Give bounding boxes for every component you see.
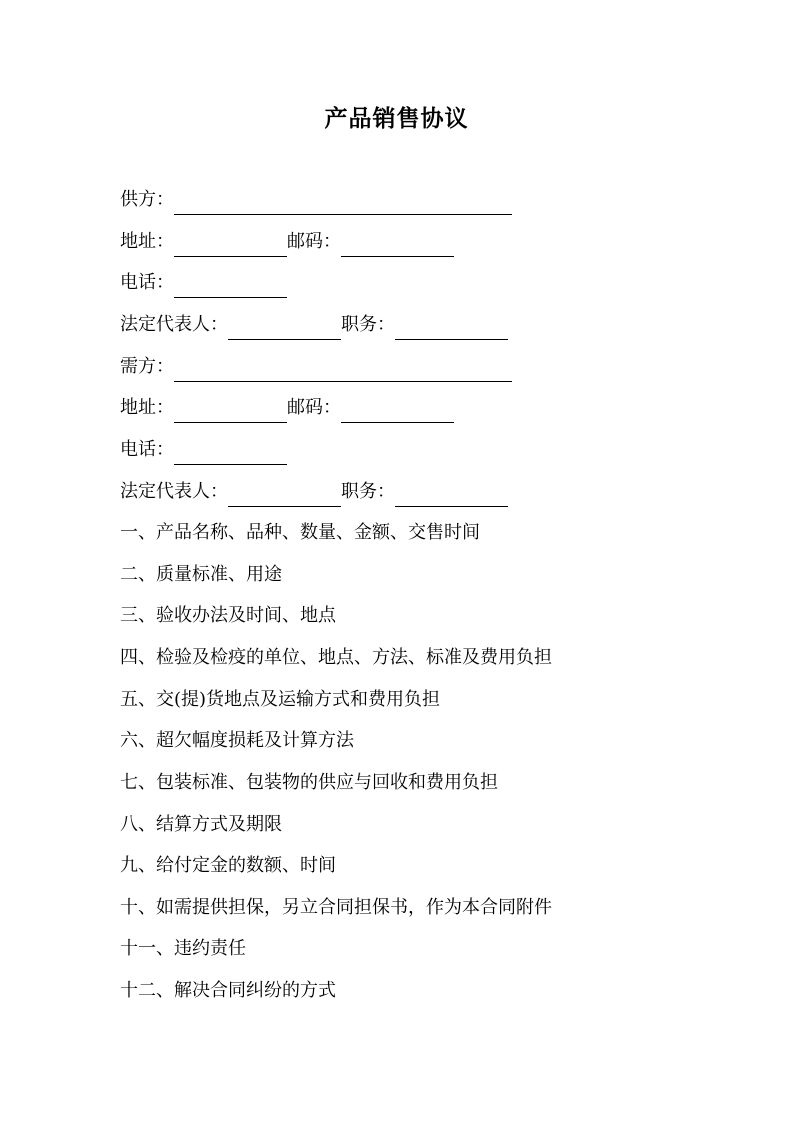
clause-item: 二、质量标准、用途 bbox=[120, 564, 282, 585]
supplier-line bbox=[120, 185, 512, 215]
clause-item: 三、验收办法及时间、地点 bbox=[120, 605, 336, 626]
clause-item: 七、包装标准、包装物的供应与回收和费用负担 bbox=[120, 772, 498, 793]
buyer-postcode-label: 邮码： bbox=[287, 397, 341, 418]
clause-item: 一、产品名称、品种、数量、金额、交售时间 bbox=[120, 522, 480, 543]
clause-item: 十一、违约责任 bbox=[120, 938, 246, 959]
supplier-phone-label: 电话： bbox=[120, 272, 174, 293]
buyer-label: 需方： bbox=[120, 356, 174, 377]
buyer-position-label: 职务： bbox=[341, 481, 395, 502]
supplier-address-line bbox=[120, 227, 454, 257]
supplier-name-field[interactable] bbox=[174, 192, 512, 215]
buyer-rep-line bbox=[120, 477, 508, 507]
buyer-phone-label: 电话： bbox=[120, 439, 174, 460]
clause-item: 五、交(提)货地点及运输方式和费用负担 bbox=[120, 689, 441, 710]
buyer-phone-field[interactable] bbox=[174, 442, 287, 465]
supplier-position-label: 职务： bbox=[341, 314, 395, 335]
supplier-postcode-label: 邮码： bbox=[287, 231, 341, 252]
buyer-rep-label: 法定代表人： bbox=[120, 481, 228, 502]
supplier-address-label: 地址： bbox=[120, 231, 174, 252]
buyer-phone-line bbox=[120, 435, 287, 465]
supplier-phone-line bbox=[120, 268, 287, 298]
buyer-line bbox=[120, 352, 512, 382]
clause-item: 九、给付定金的数额、时间 bbox=[120, 855, 336, 876]
buyer-address-field[interactable] bbox=[174, 400, 287, 423]
clause-item: 十二、解决合同纠纷的方式 bbox=[120, 980, 336, 1001]
supplier-rep-line bbox=[120, 310, 508, 340]
clause-item: 十、如需提供担保，另立合同担保书，作为本合同附件 bbox=[120, 897, 552, 918]
buyer-address-line bbox=[120, 393, 454, 423]
supplier-address-field[interactable] bbox=[174, 234, 287, 257]
clause-item: 六、超欠幅度损耗及计算方法 bbox=[120, 730, 354, 751]
clause-item: 四、检验及检疫的单位、地点、方法、标准及费用负担 bbox=[120, 647, 552, 668]
buyer-address-label: 地址： bbox=[120, 397, 174, 418]
supplier-label: 供方： bbox=[120, 189, 174, 210]
document-title: 产品销售协议 bbox=[324, 106, 469, 132]
clause-item: 八、结算方式及期限 bbox=[120, 814, 282, 835]
buyer-postcode-field[interactable] bbox=[341, 400, 454, 423]
buyer-rep-field[interactable] bbox=[228, 484, 341, 507]
supplier-rep-field[interactable] bbox=[228, 317, 341, 340]
supplier-rep-label: 法定代表人： bbox=[120, 314, 228, 335]
buyer-position-field[interactable] bbox=[395, 484, 508, 507]
supplier-postcode-field[interactable] bbox=[341, 234, 454, 257]
buyer-name-field[interactable] bbox=[174, 359, 512, 382]
supplier-position-field[interactable] bbox=[395, 317, 508, 340]
supplier-phone-field[interactable] bbox=[174, 275, 287, 298]
